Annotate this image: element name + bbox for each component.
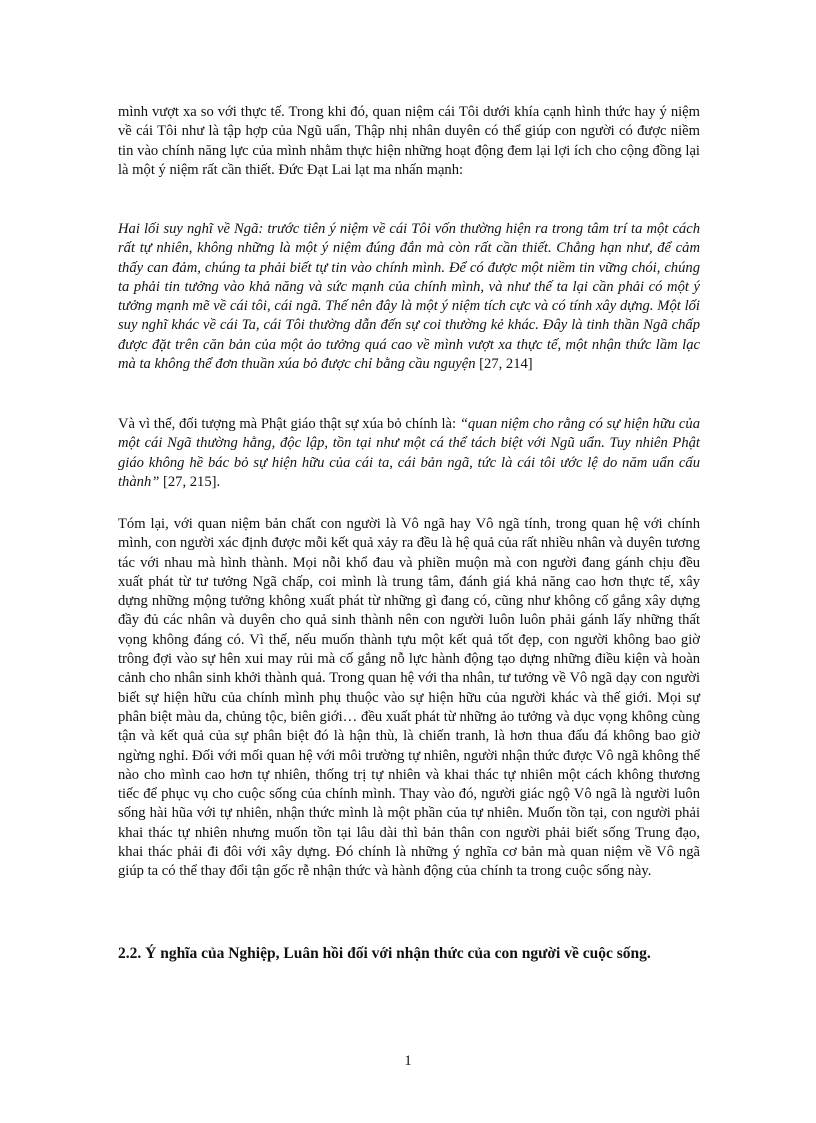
page-number: 1 (404, 1053, 412, 1069)
quote-citation: [27, 214] (475, 356, 533, 373)
body-paragraph (118, 515, 700, 882)
quote-text: Hai lối suy nghĩ về Ngã: trước tiên ý niệm về cái Tôi vốn thường hiện ra trong tâm trí ta một cách rất tự nhiên, không những là một ý niệm đúng đắn mà còn rất cần thiết. Chẳng hạn như, để cảm thấy can đảm, chúng ta phải biết tự tin vào chính mình. Để có được một niềm tin vững chói, chúng ta phải tin tưởng vào khả năng và sức mạnh của chính mình, và như thế ta lại cần phải có một ý tưởng mạnh mẽ về cái tôi, cái ngã. Thế nên đây là một ý niệm tích cực và có tính xây dựng. Một lối suy nghĩ khác về cái Ta, cái Tôi thường dẫn đến sự coi thường kẻ khác. Đây là tinh thần Ngã chấp được đặt trên căn bản của một ảo tưởng quá cao về mình vượt xa thực tế, một nhận thức lầm lạc mà ta không thể đơn thuần xúa bỏ được chỉ bằng cầu nguyện (118, 221, 700, 373)
section-heading: 2.2. Ý nghĩa của Nghiệp, Luân hồi đối với nhận thức của con người về cuộc sống. (118, 945, 651, 962)
paragraph-text: Tóm lại, với quan niệm bản chất con người là Vô ngã hay Vô ngã tính, trong quan hệ với chính mình, con người xác định được mỗi kết quả xảy ra đều là hệ quả của rất nhiều nhân và duyên tương tác với nhau mà hình thành. Mọi nỗi khổ đau và phiền muộn mà con người đang gánh chịu đều xuất phát từ tư tưởng Ngã chấp, coi mình là trung tâm, đánh giá khả năng cao hơn thực tế, xây dựng những mộng tưởng không xuất phát từ những gì đang có, cũng như không cố gắng xây dựng đầy đủ các nhân và duyên cho quả sinh thành nên con người luôn luôn phải gánh lấy những thất vọng không đáng có. Vì thế, nếu muốn thành tựu một kết quả tốt đẹp, con người không bao giờ trông đợi vào sự hên xui may rủi mà cố gắng nỗ lực hành động tạo dựng những điều kiện và hoàn cảnh cho nhân sinh khởi thành quả. Trong quan hệ với tha nhân, tư tưởng về Vô ngã dạy con người biết sự hiện hữu của chính mình phụ thuộc vào sự hiện hữu của người khác và thế giới. Mọi sự phân biệt màu da, chủng tộc, biên giới… đều xuất phát từ những ảo tưởng và dục vọng không cùng tận và kết quả của sự phân biệt đó là hận thù, là chiến tranh, là hơn thua đấu đá không bao giờ ngừng nghỉ. Đối với mối quan hệ với môi trường tự nhiên, người nhận thức được Vô ngã không thể nào cho mình cao hơn tự nhiên, thống trị tự nhiên và khai thác tự nhiên một cách không thương tiếc để phục vụ cho cuộc sống của chính mình. Thay vào đó, người giác ngộ Vô ngã là người luôn sống hài hũa với tự nhiên, nhận thức mình là một phần của tự nhiên. Muốn tồn tại, con người phải khai thác tự nhiên nhưng muốn tồn tại lâu dài thì bản thân con người phải biết sống Trung đạo, khai thác phải đi đôi với xây dựng. Đó chính là những ý nghĩa cơ bản mà quan niệm về Vô ngã giúp ta có thể thay đổi tận gốc rễ nhận thức và hành động của chính ta trong cuộc sống này. (118, 516, 700, 880)
inline-quote: “quan niệm cho rằng có sự hiện hữu của một cái Ngã thường hằng, độc lập, tồn tại như một cá thể tách biệt với Ngũ uẩn. Tuy nhiên Phật giáo không hề bác bỏ sự hiện hữu của cái ta, cái bản ngã, tức là cái tôi ước lệ do năm uẩn cấu thành” (118, 416, 700, 490)
body-paragraph (118, 415, 700, 492)
paragraph-intro: Và vì thế, đối tượng mà Phật giáo thật sự xúa bỏ chính là: (118, 416, 460, 432)
block-quote (118, 220, 700, 374)
body-paragraph (118, 103, 700, 180)
paragraph-text: mình vượt xa so với thực tế. Trong khi đó, quan niệm cái Tôi dưới khía cạnh hình thức hay ý niệm về cái Tôi như là tập hợp của Ngũ uẩn, Thập nhị nhân duyên có thể giúp con người có được niềm tin vào chính năng lực của mình nhằm thực hiện những hoạt động đem lại lợi ích cho cộng đồng lại là một ý niệm rất cần thiết. Đức Đạt Lai lạt ma nhấn mạnh: (118, 104, 700, 178)
inline-citation: [27, 215]. (159, 473, 221, 490)
